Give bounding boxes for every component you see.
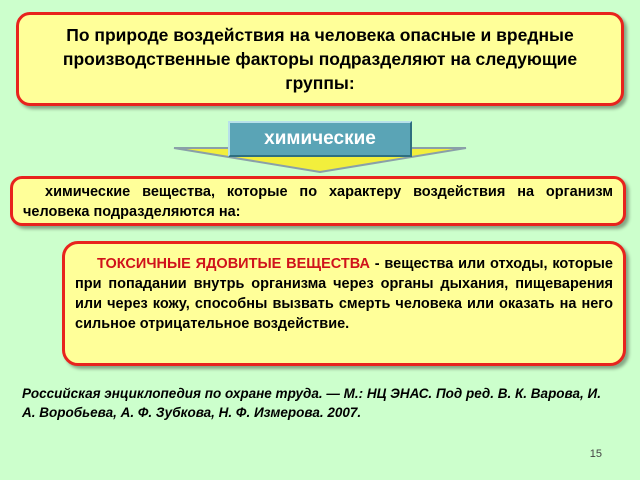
slide-title: По природе воздействия на человека опасные и вредные производственные факторы подразделяют на следующие группы: bbox=[62, 25, 578, 93]
source-citation: Российская энциклопедия по охране труда. — М.: НЦ ЭНАС. Под ред. В. К. Варова, И. А. Воробьева, А. Ф. Зубкова, Н. Ф. Измерова. 2007. bbox=[22, 386, 602, 420]
category-tag bbox=[228, 121, 412, 157]
definition-term: ТОКСИЧНЫЕ ЯДОВИТЫЕ ВЕЩЕСТВА bbox=[97, 256, 370, 272]
page-number: 15 bbox=[589, 448, 602, 460]
category-tag-label: химические bbox=[264, 128, 376, 149]
description-text: химические вещества, которые по характеру воздействия на организм человека подразделяются на: bbox=[23, 184, 613, 220]
title-box bbox=[16, 12, 624, 106]
description-box bbox=[10, 176, 626, 226]
definition-text: - вещества или отходы, которые при попадании внутрь организма через органы дыхания, пищеварения или через кожу, способны вызвать смерть человека или оказать на него сильное отрицательное воздействие. bbox=[75, 256, 613, 332]
definition-box bbox=[62, 241, 626, 366]
